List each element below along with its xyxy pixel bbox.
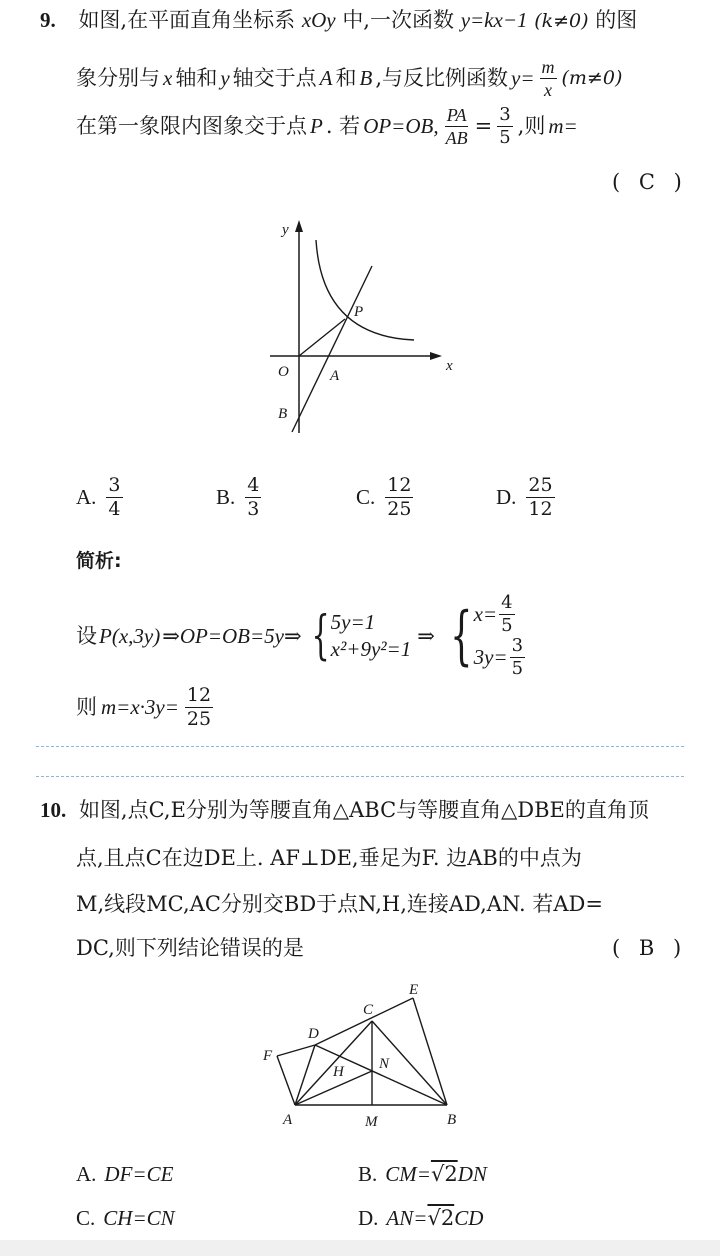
label-A: A — [283, 1112, 293, 1128]
q9-math: xOy — [301, 8, 336, 32]
q9-analysis-title: 简析: — [76, 550, 122, 572]
q9-math: = — [474, 114, 493, 138]
q9-math: y=kx−1 — [460, 8, 528, 32]
system-1 — [331, 612, 412, 660]
segment-EB — [413, 998, 447, 1105]
q9-text: ,与反比例函数 — [375, 66, 508, 90]
label-y: y — [282, 222, 289, 238]
q10-option-a[interactable] — [76, 1164, 173, 1185]
q10-line4: DC,则下列结论错误的是 — [76, 936, 304, 960]
q10-figure — [255, 980, 495, 1130]
q9-figure — [262, 218, 472, 438]
q9-text: ,则 — [517, 114, 546, 138]
option-fraction: $\frac{3}{4}$ — [108, 474, 121, 520]
q10-answer: ( B ) — [612, 936, 688, 960]
q9-result-line — [76, 686, 215, 729]
option-fraction: $\frac{4}{3}$ — [247, 474, 260, 520]
q9-option-a[interactable] — [76, 476, 125, 519]
segment-AC — [295, 1021, 372, 1105]
line-y-kx-1 — [292, 266, 372, 432]
label-M: M — [365, 1114, 378, 1130]
dashed-divider — [36, 776, 684, 777]
q9-options — [76, 476, 636, 526]
option-text: DF=CE — [104, 1162, 174, 1186]
label-P: P — [354, 304, 364, 320]
q9-math: A — [319, 66, 333, 90]
q10-number: 10. — [40, 798, 67, 822]
option-letter: D. — [496, 485, 517, 509]
system-2 — [474, 594, 527, 678]
dashed-divider — [36, 746, 684, 747]
left-brace-icon: { — [450, 599, 473, 673]
solution-text: 设 — [76, 623, 97, 648]
segment-AF — [277, 1056, 295, 1105]
bottom-bar — [0, 1240, 720, 1256]
q10-line3: M,线段MC,AC分别交BD于点N,H,连接AD,AN. 若AD= — [76, 892, 603, 916]
y-axis-arrow — [295, 220, 303, 232]
q9-math: B — [359, 66, 373, 90]
system-1-line-1: 5y=1 — [330, 610, 376, 634]
system-1-line-2: x²+9y²=1 — [330, 637, 412, 661]
q9-option-d[interactable] — [496, 476, 557, 519]
implies-arrow: ⇒ — [417, 623, 435, 648]
q9-text: 轴和 — [175, 66, 218, 90]
option-letter: B. — [358, 1162, 378, 1186]
system-2-line-1: x= $\frac{4}{5}$ — [473, 592, 513, 636]
q9-math: OP=OB, — [363, 114, 439, 138]
option-letter: C. — [356, 485, 376, 509]
q10-option-c[interactable] — [76, 1208, 175, 1229]
option-letter: A. — [76, 1162, 97, 1186]
option-letter: D. — [358, 1206, 379, 1230]
q9-math: P — [310, 114, 323, 138]
q9-fraction-pa-ab: $\frac{PA}{AB}$ — [445, 105, 468, 148]
option-text: CH=CN — [103, 1206, 175, 1230]
label-x: x — [446, 358, 453, 374]
result-text: 则 — [76, 695, 97, 719]
label-F: F — [263, 1048, 273, 1064]
q9-text: 的图 — [595, 8, 638, 32]
q10-line2: 点,且点C在边DE上. AF⊥DE,垂足为F. 边AB的中点为 — [76, 846, 582, 870]
q9-math: (m≠0) — [561, 67, 623, 89]
label-O: O — [278, 364, 289, 380]
q10-text: 如图,点C,E分别为等腰直角△ABC与等腰直角△DBE的直角顶 — [78, 798, 649, 822]
q9-line3 — [76, 106, 578, 147]
q9-fraction-3-5: $\frac{3}{5}$ — [499, 104, 511, 148]
label-H: H — [333, 1064, 344, 1080]
q9-option-b[interactable] — [216, 476, 263, 519]
q9-math: y= — [511, 66, 535, 90]
x-axis-arrow — [430, 352, 442, 360]
label-N: N — [379, 1056, 390, 1072]
label-E: E — [409, 982, 419, 998]
q9-text: 轴交于点 — [232, 66, 317, 90]
solution-math: P(x,3y) — [99, 623, 161, 648]
q9-text: 象分别与 — [76, 66, 160, 90]
q9-math: (k≠0) — [534, 10, 589, 32]
option-text: CM=√2DN — [385, 1162, 487, 1186]
option-text: AN=√2CD — [386, 1206, 484, 1230]
q10-line1 — [40, 800, 649, 821]
q9-answer: ( C ) — [612, 170, 688, 194]
q9-math: x — [163, 66, 173, 90]
q9-solution-line — [76, 594, 527, 678]
option-letter: A. — [76, 485, 97, 509]
sqrt-symbol: √2 — [427, 1206, 455, 1230]
q9-option-c[interactable] — [356, 476, 415, 519]
option-letter: B. — [216, 485, 236, 509]
segment-FD — [277, 1045, 315, 1056]
q9-text: 中,一次函数 — [342, 8, 454, 32]
sqrt-symbol: √2 — [430, 1162, 458, 1186]
hyperbola-curve — [316, 240, 414, 340]
segment-AD — [295, 1045, 315, 1105]
q9-text: 在第一象限内图象交于点 — [76, 114, 307, 138]
label-B: B — [278, 406, 288, 422]
q10-option-d[interactable] — [358, 1208, 483, 1229]
q9-text: . 若 — [325, 114, 361, 138]
q9-text: 如图,在平面直角坐标系 — [78, 8, 296, 32]
q9-fraction-m-over-x: $\frac{m}{x}$ — [541, 57, 555, 100]
label-D: D — [308, 1026, 319, 1042]
label-B: B — [447, 1112, 457, 1128]
option-fraction: $\frac{12}{25}$ — [387, 474, 412, 520]
q9-math: m= — [548, 114, 578, 138]
q10-option-b[interactable] — [358, 1164, 487, 1185]
system-2-line-2: 3y= $\frac{3}{5}$ — [473, 635, 524, 679]
solution-math: ⇒OP=OB=5y⇒ — [162, 623, 302, 648]
result-math: m=x·3y= — [101, 695, 179, 719]
q9-text: 和 — [335, 66, 357, 90]
label-A: A — [330, 368, 340, 384]
option-letter: C. — [76, 1206, 96, 1230]
q9-line1 — [40, 10, 637, 31]
result-fraction: $\frac{12}{25}$ — [186, 684, 212, 730]
q9-math: y — [220, 66, 230, 90]
q9-line2 — [76, 58, 622, 99]
q9-number: 9. — [40, 8, 56, 32]
label-C: C — [363, 1002, 374, 1018]
left-brace-icon: { — [311, 606, 330, 666]
option-fraction: $\frac{25}{12}$ — [528, 474, 553, 520]
